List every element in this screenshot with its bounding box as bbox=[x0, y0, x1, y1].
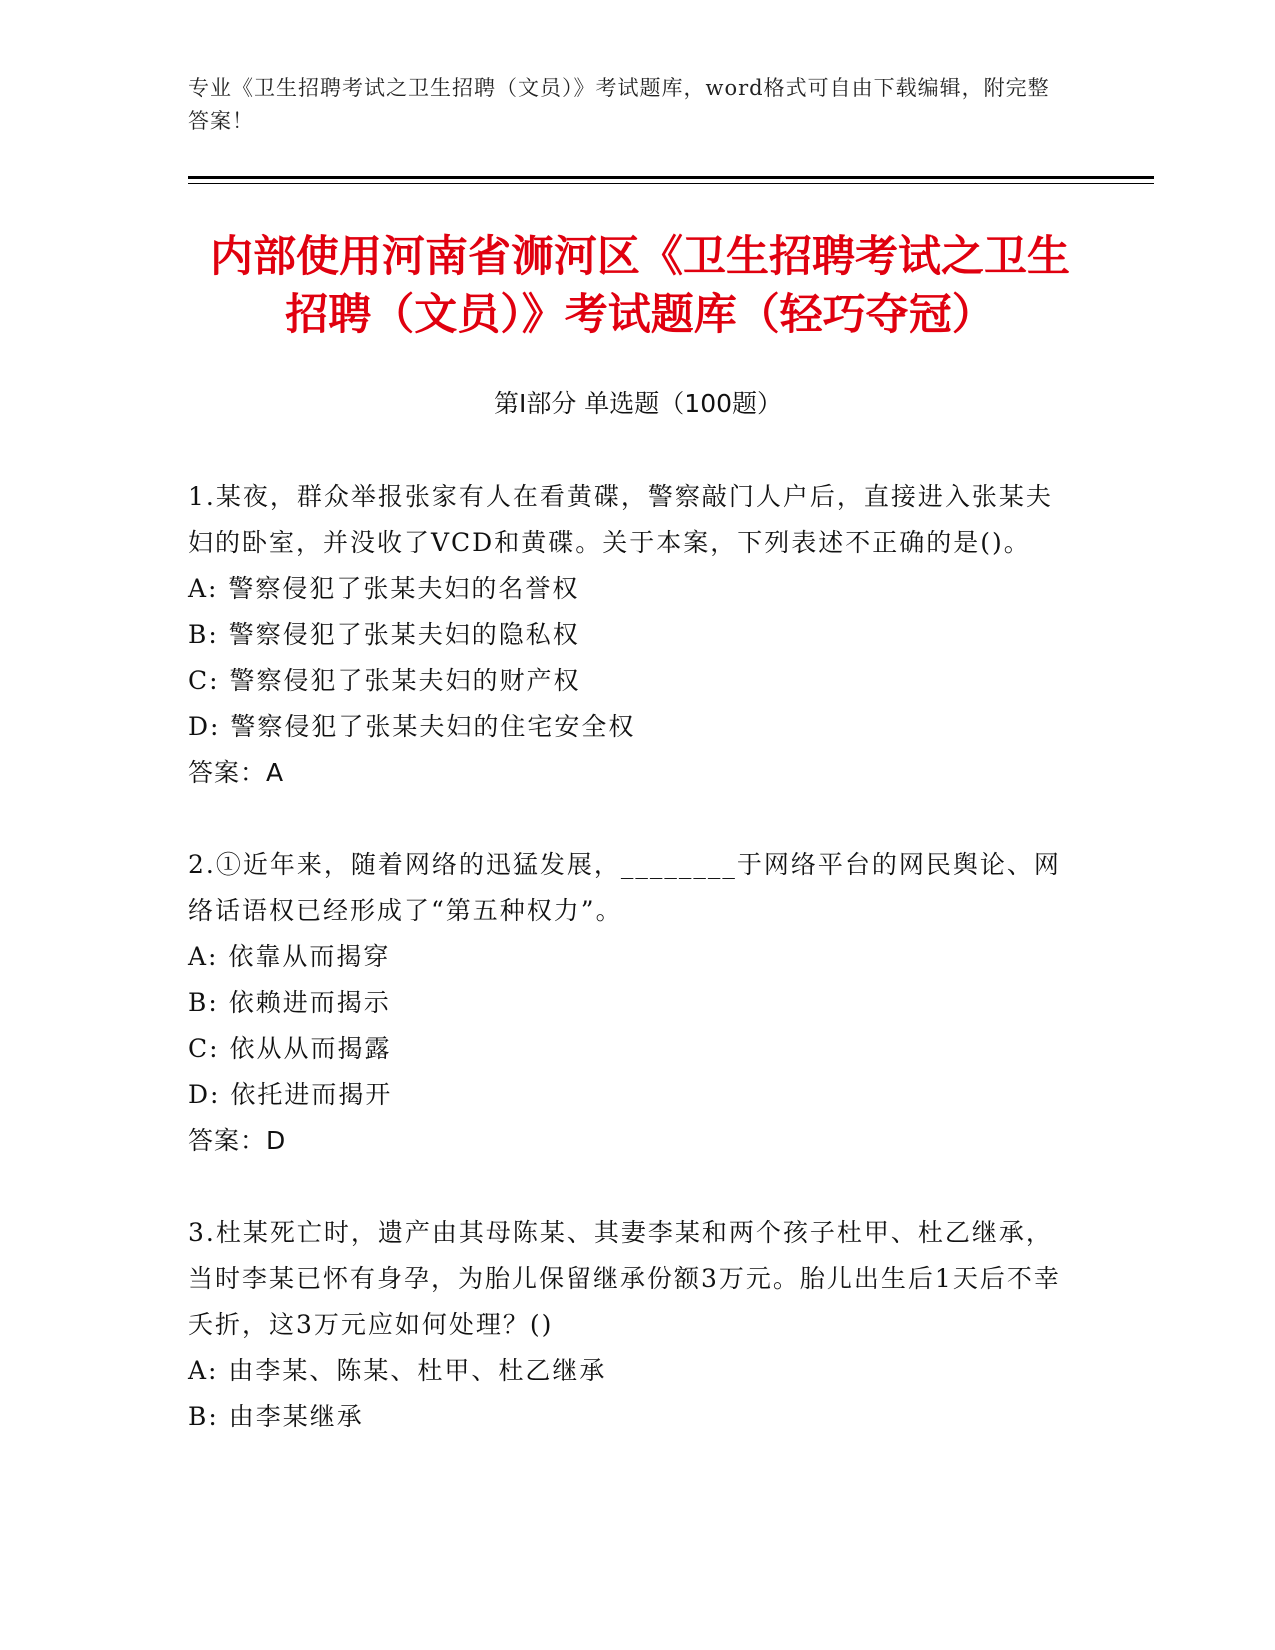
option-d: D: 依托进而揭开 bbox=[188, 1080, 393, 1109]
option-b: B: 依赖进而揭示 bbox=[188, 988, 391, 1017]
document-title: 内部使用河南省浉河区《卫生招聘考试之卫生招聘（文员）》考试题库（轻巧夺冠） bbox=[210, 232, 1070, 340]
question-2 bbox=[188, 842, 1068, 1164]
question-1 bbox=[188, 474, 1068, 796]
question-list bbox=[188, 474, 1068, 1486]
header-rule-thick bbox=[188, 176, 1154, 179]
question-3 bbox=[188, 1210, 1068, 1440]
option-d: D: 警察侵犯了张某夫妇的住宅安全权 bbox=[188, 712, 636, 741]
option-a: A: 警察侵犯了张某夫妇的名誉权 bbox=[188, 574, 580, 603]
question-stem: 2.①近年来，随着网络的迅猛发展，________于网络平台的网民舆论、网络话语权已经形成了“第五种权力”。 bbox=[188, 850, 1061, 925]
answer-line: 答案：D bbox=[188, 1126, 287, 1155]
option-a: A: 依靠从而揭穿 bbox=[188, 942, 391, 971]
section-heading: 第Ⅰ部分 单选题（100题） bbox=[493, 389, 783, 418]
option-b: B: 警察侵犯了张某夫妇的隐私权 bbox=[188, 620, 580, 649]
answer-line: 答案：A bbox=[188, 758, 285, 787]
question-stem: 3.杜某死亡时，遗产由其母陈某、其妻李某和两个孩子杜甲、杜乙继承，当时李某已怀有身孕，为胎儿保留继承份额3万元。胎儿出生后1天后不幸夭折，这3万元应如何处理？() bbox=[188, 1218, 1061, 1339]
option-a: A: 由李某、陈某、杜甲、杜乙继承 bbox=[188, 1356, 607, 1385]
option-c: C: 警察侵犯了张某夫妇的财产权 bbox=[188, 666, 581, 695]
header-rule-thin bbox=[188, 183, 1154, 184]
option-b: B: 由李某继承 bbox=[188, 1402, 364, 1431]
option-c: C: 依从从而揭露 bbox=[188, 1034, 392, 1063]
header-note: 专业《卫生招聘考试之卫生招聘（文员）》考试题库，word格式可自由下载编辑，附完整答案！ bbox=[188, 76, 1050, 133]
question-stem: 1.某夜，群众举报张家有人在看黄碟，警察敲门人户后，直接进入张某夫妇的卧室，并没收了VCD和黄碟。关于本案，下列表述不正确的是()。 bbox=[188, 482, 1053, 557]
